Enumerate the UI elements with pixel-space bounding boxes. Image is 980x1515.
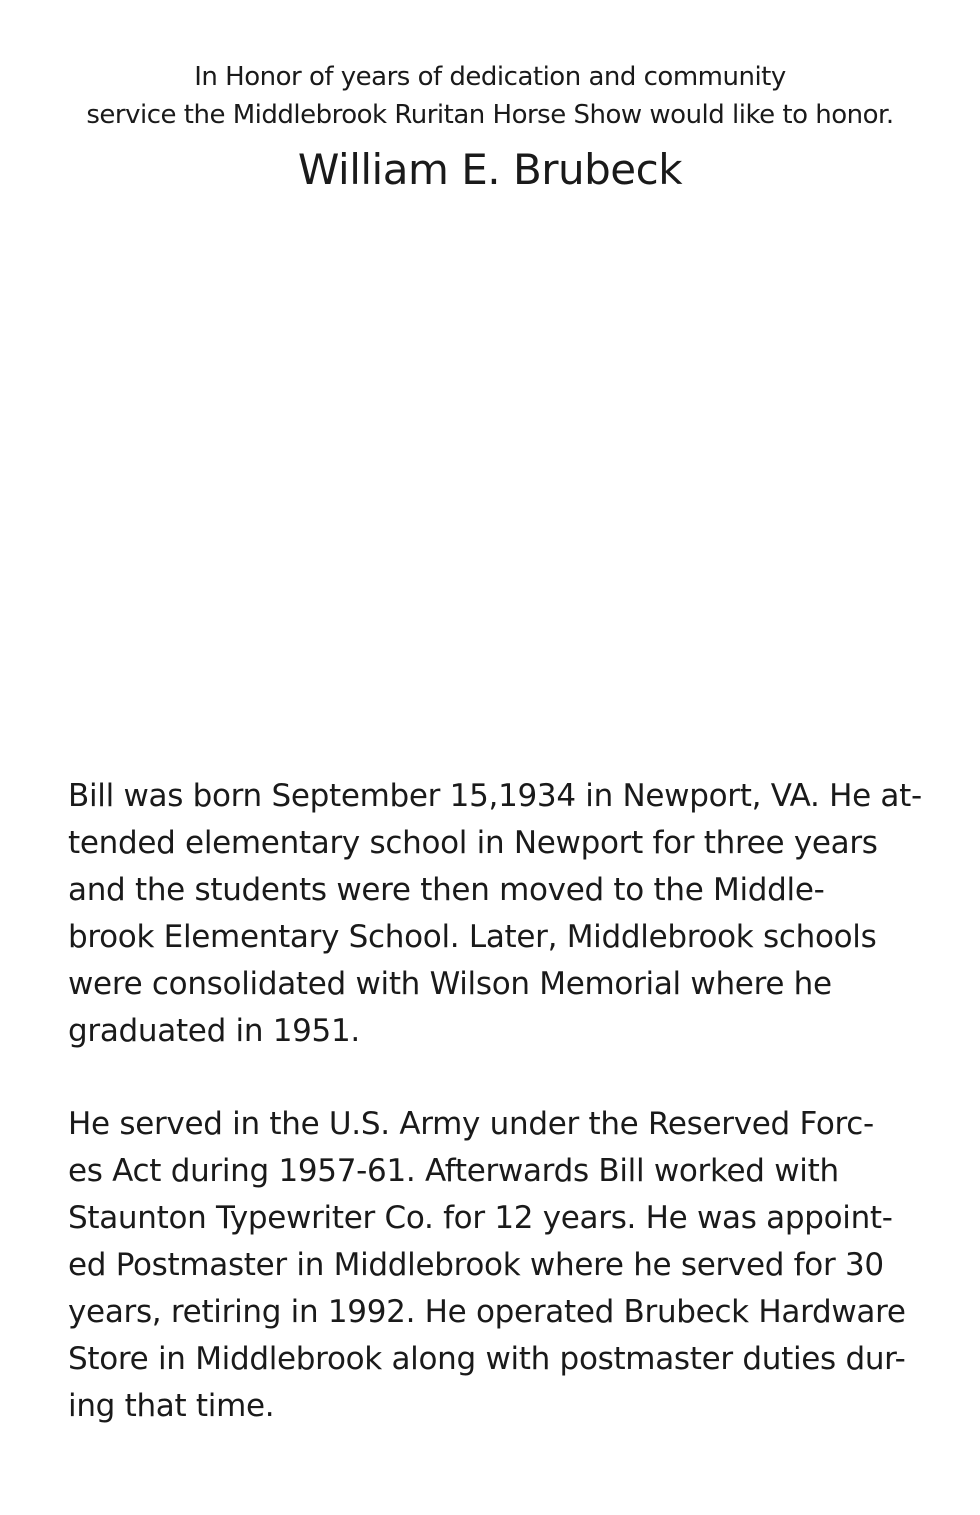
text-line: tended elementary school in Newport for three years <box>68 825 878 861</box>
text-line: es Act during 1957-61. Afterwards Bill worked with <box>68 1153 839 1189</box>
text-line: graduated in 1951. <box>68 1013 360 1049</box>
text-line: ing that time. <box>68 1388 275 1424</box>
intro-line: service the Middlebrook Ruritan Horse Show would like to honor. <box>86 100 894 130</box>
text-line: Staunton Typewriter Co. for 12 years. He was appoint- <box>68 1200 893 1236</box>
text-line: ed Postmaster in Middlebrook where he served for 30 <box>68 1247 884 1283</box>
text-line: years, retiring in 1992. He operated Brubeck Hardware <box>68 1294 906 1330</box>
text-line: He served in the U.S. Army under the Reserved Forc- <box>68 1106 874 1142</box>
intro-line: In Honor of years of dedication and community <box>194 62 786 92</box>
text-line: brook Elementary School. Later, Middlebrook schools <box>68 919 877 955</box>
biography-paragraph-career <box>68 1101 928 1430</box>
honoree-name: William E. Brubeck <box>297 145 683 194</box>
honor-intro <box>0 58 980 134</box>
text-line: were consolidated with Wilson Memorial where he <box>68 966 832 1002</box>
text-line: Bill was born September 15,1934 in Newport, VA. He at- <box>68 778 922 814</box>
text-line: and the students were then moved to the Middle- <box>68 872 825 908</box>
biography-paragraph-early-life <box>68 773 928 1055</box>
text-line: Store in Middlebrook along with postmaster duties dur- <box>68 1341 906 1377</box>
